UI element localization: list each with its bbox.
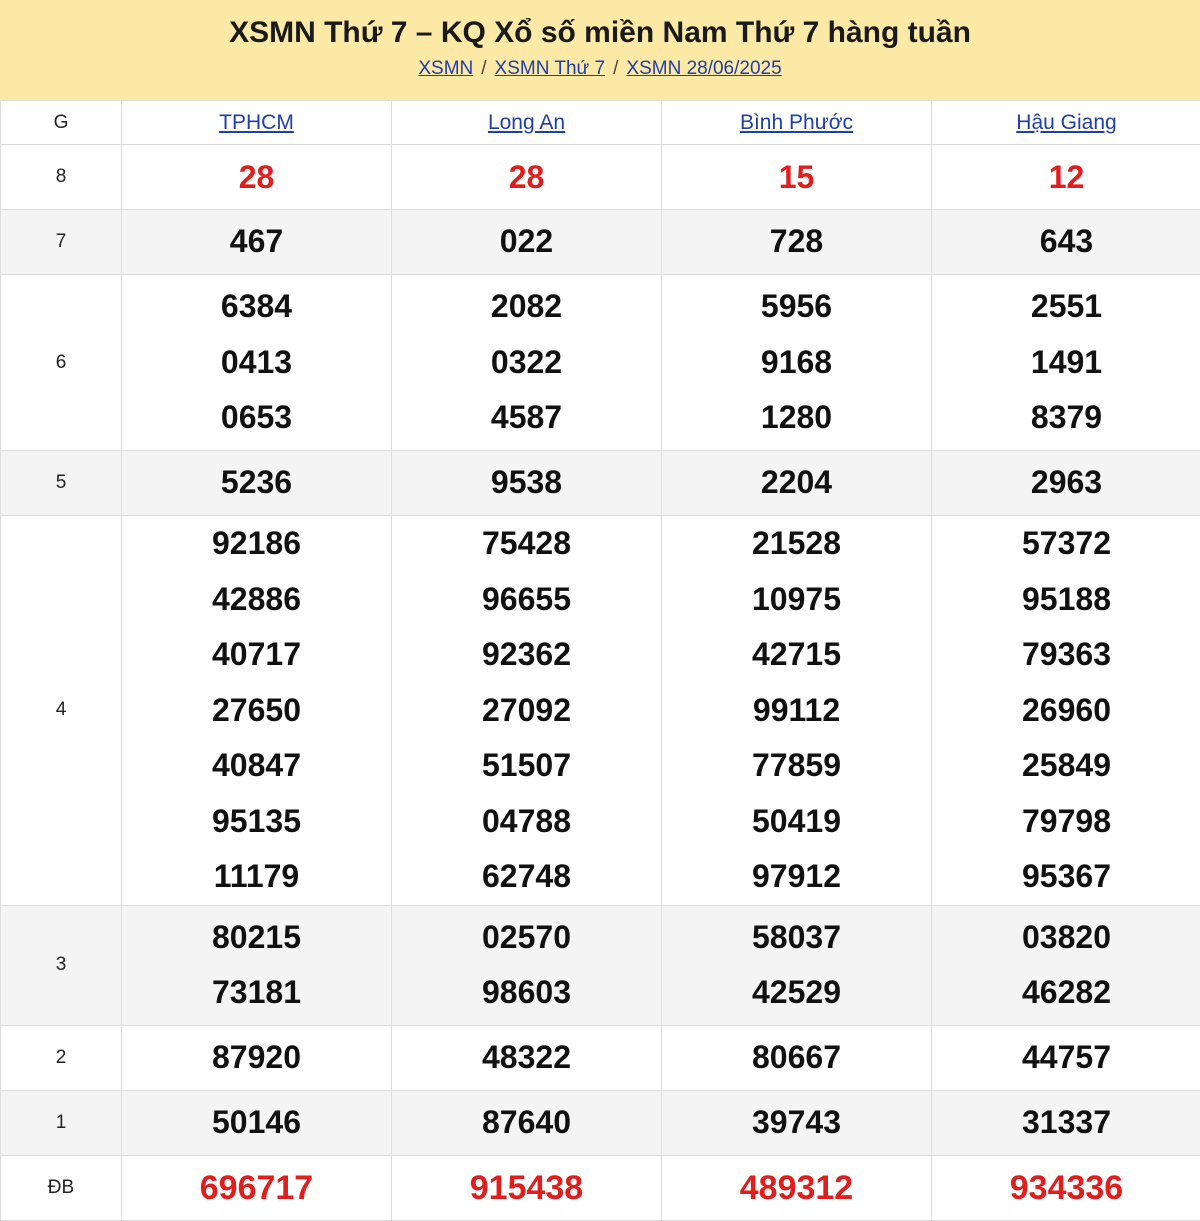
result-cell bbox=[392, 451, 662, 516]
result-number: 75428 bbox=[392, 516, 661, 572]
result-number: 31337 bbox=[932, 1095, 1200, 1151]
prize-label: 5 bbox=[1, 451, 122, 516]
result-number: 95188 bbox=[932, 572, 1200, 628]
result-cell bbox=[122, 516, 392, 906]
result-number: 92186 bbox=[122, 516, 391, 572]
result-number: 5956 bbox=[662, 279, 931, 335]
result-number: 696717 bbox=[122, 1156, 391, 1220]
result-number: 5236 bbox=[122, 455, 391, 511]
page-title: XSMN Thứ 7 – KQ Xổ số miền Nam Thứ 7 hàng tuần bbox=[0, 14, 1200, 52]
result-number: 99112 bbox=[662, 683, 931, 739]
result-number: 0413 bbox=[122, 335, 391, 391]
result-number: 50419 bbox=[662, 794, 931, 850]
prize-label: 3 bbox=[1, 905, 122, 1025]
result-cell bbox=[392, 905, 662, 1025]
result-number: 46282 bbox=[932, 965, 1200, 1021]
result-number: 57372 bbox=[932, 516, 1200, 572]
result-number: 8379 bbox=[932, 390, 1200, 446]
result-number: 9538 bbox=[392, 455, 661, 511]
result-number: 42529 bbox=[662, 965, 931, 1021]
result-cell bbox=[662, 516, 932, 906]
result-number: 2963 bbox=[932, 455, 1200, 511]
result-cell bbox=[392, 275, 662, 451]
table-row bbox=[1, 516, 1200, 906]
result-number: 50146 bbox=[122, 1095, 391, 1151]
result-number: 10975 bbox=[662, 572, 931, 628]
result-number: 12 bbox=[932, 145, 1200, 209]
page-header bbox=[0, 0, 1200, 100]
result-number: 21528 bbox=[662, 516, 931, 572]
result-cell bbox=[932, 1090, 1200, 1155]
prize-label: 7 bbox=[1, 210, 122, 275]
result-number: 40717 bbox=[122, 627, 391, 683]
province-header bbox=[392, 101, 662, 145]
result-cell bbox=[932, 905, 1200, 1025]
result-number: 6384 bbox=[122, 279, 391, 335]
result-number: 62748 bbox=[392, 849, 661, 905]
breadcrumb-link-xsmn[interactable]: XSMN bbox=[418, 58, 473, 79]
result-cell bbox=[392, 1090, 662, 1155]
result-number: 04788 bbox=[392, 794, 661, 850]
result-cell bbox=[662, 1155, 932, 1220]
breadcrumb-separator: / bbox=[481, 58, 486, 79]
province-link-long-an[interactable]: Long An bbox=[488, 111, 565, 134]
result-cell bbox=[122, 145, 392, 210]
result-cell bbox=[392, 1025, 662, 1090]
result-number: 39743 bbox=[662, 1095, 931, 1151]
result-number: 9168 bbox=[662, 335, 931, 391]
result-number: 40847 bbox=[122, 738, 391, 794]
result-cell bbox=[662, 275, 932, 451]
result-number: 1491 bbox=[932, 335, 1200, 391]
result-number: 58037 bbox=[662, 910, 931, 966]
result-number: 27092 bbox=[392, 683, 661, 739]
result-cell bbox=[122, 1090, 392, 1155]
result-number: 80667 bbox=[662, 1030, 931, 1086]
prize-label: 1 bbox=[1, 1090, 122, 1155]
result-cell bbox=[662, 451, 932, 516]
result-cell bbox=[932, 516, 1200, 906]
result-number: 95367 bbox=[932, 849, 1200, 905]
result-number: 915438 bbox=[392, 1156, 661, 1220]
prize-label: 4 bbox=[1, 516, 122, 906]
result-cell bbox=[932, 451, 1200, 516]
breadcrumb bbox=[0, 56, 1200, 82]
breadcrumb-link-xsmn-date[interactable]: XSMN 28/06/2025 bbox=[626, 58, 781, 79]
prize-label: ĐB bbox=[1, 1155, 122, 1220]
result-number: 87640 bbox=[392, 1095, 661, 1151]
result-number: 28 bbox=[122, 145, 391, 209]
result-number: 79363 bbox=[932, 627, 1200, 683]
result-number: 0322 bbox=[392, 335, 661, 391]
result-cell bbox=[392, 145, 662, 210]
result-cell bbox=[662, 1025, 932, 1090]
result-number: 51507 bbox=[392, 738, 661, 794]
result-number: 48322 bbox=[392, 1030, 661, 1086]
result-number: 42715 bbox=[662, 627, 931, 683]
result-cell bbox=[662, 905, 932, 1025]
prize-label: 2 bbox=[1, 1025, 122, 1090]
result-number: 02570 bbox=[392, 910, 661, 966]
table-row bbox=[1, 905, 1200, 1025]
table-row bbox=[1, 145, 1200, 210]
province-link-binh-phuoc[interactable]: Bình Phước bbox=[740, 111, 853, 134]
result-number: 79798 bbox=[932, 794, 1200, 850]
result-cell bbox=[392, 210, 662, 275]
result-cell bbox=[932, 275, 1200, 451]
result-cell bbox=[122, 451, 392, 516]
prize-column-header: G bbox=[1, 101, 122, 145]
result-number: 42886 bbox=[122, 572, 391, 628]
result-cell bbox=[392, 1155, 662, 1220]
result-number: 11179 bbox=[122, 849, 391, 905]
result-cell bbox=[122, 275, 392, 451]
result-number: 80215 bbox=[122, 910, 391, 966]
result-number: 934336 bbox=[932, 1156, 1200, 1220]
result-number: 489312 bbox=[662, 1156, 931, 1220]
province-header bbox=[122, 101, 392, 145]
result-cell bbox=[122, 1155, 392, 1220]
result-number: 98603 bbox=[392, 965, 661, 1021]
table-row bbox=[1, 210, 1200, 275]
result-number: 44757 bbox=[932, 1030, 1200, 1086]
province-link-tphcm[interactable]: TPHCM bbox=[219, 111, 294, 134]
result-number: 28 bbox=[392, 145, 661, 209]
result-cell bbox=[392, 516, 662, 906]
results-table bbox=[0, 100, 1200, 1221]
result-number: 022 bbox=[392, 214, 661, 270]
results-body bbox=[1, 145, 1200, 1221]
prize-label: 6 bbox=[1, 275, 122, 451]
result-number: 2204 bbox=[662, 455, 931, 511]
result-cell bbox=[662, 145, 932, 210]
result-number: 96655 bbox=[392, 572, 661, 628]
table-row bbox=[1, 1090, 1200, 1155]
result-cell bbox=[932, 210, 1200, 275]
result-number: 728 bbox=[662, 214, 931, 270]
result-cell bbox=[932, 145, 1200, 210]
result-number: 2551 bbox=[932, 279, 1200, 335]
result-number: 77859 bbox=[662, 738, 931, 794]
result-number: 92362 bbox=[392, 627, 661, 683]
result-cell bbox=[662, 210, 932, 275]
result-number: 467 bbox=[122, 214, 391, 270]
result-number: 643 bbox=[932, 214, 1200, 270]
result-number: 27650 bbox=[122, 683, 391, 739]
result-number: 15 bbox=[662, 145, 931, 209]
breadcrumb-separator: / bbox=[613, 58, 618, 79]
table-row bbox=[1, 1155, 1200, 1220]
province-header bbox=[662, 101, 932, 145]
result-number: 73181 bbox=[122, 965, 391, 1021]
result-cell bbox=[932, 1025, 1200, 1090]
table-row bbox=[1, 275, 1200, 451]
result-number: 87920 bbox=[122, 1030, 391, 1086]
province-header bbox=[932, 101, 1200, 145]
province-link-hau-giang[interactable]: Hậu Giang bbox=[1016, 111, 1116, 134]
result-cell bbox=[122, 905, 392, 1025]
result-number: 03820 bbox=[932, 910, 1200, 966]
result-cell bbox=[662, 1090, 932, 1155]
result-cell bbox=[122, 210, 392, 275]
result-number: 4587 bbox=[392, 390, 661, 446]
result-number: 97912 bbox=[662, 849, 931, 905]
table-header-row bbox=[1, 101, 1200, 145]
result-number: 95135 bbox=[122, 794, 391, 850]
result-number: 1280 bbox=[662, 390, 931, 446]
prize-label: 8 bbox=[1, 145, 122, 210]
result-number: 26960 bbox=[932, 683, 1200, 739]
result-number: 25849 bbox=[932, 738, 1200, 794]
result-cell bbox=[932, 1155, 1200, 1220]
breadcrumb-link-xsmn-thu-7[interactable]: XSMN Thứ 7 bbox=[495, 58, 606, 79]
result-number: 0653 bbox=[122, 390, 391, 446]
result-number: 2082 bbox=[392, 279, 661, 335]
table-row bbox=[1, 1025, 1200, 1090]
result-cell bbox=[122, 1025, 392, 1090]
table-row bbox=[1, 451, 1200, 516]
